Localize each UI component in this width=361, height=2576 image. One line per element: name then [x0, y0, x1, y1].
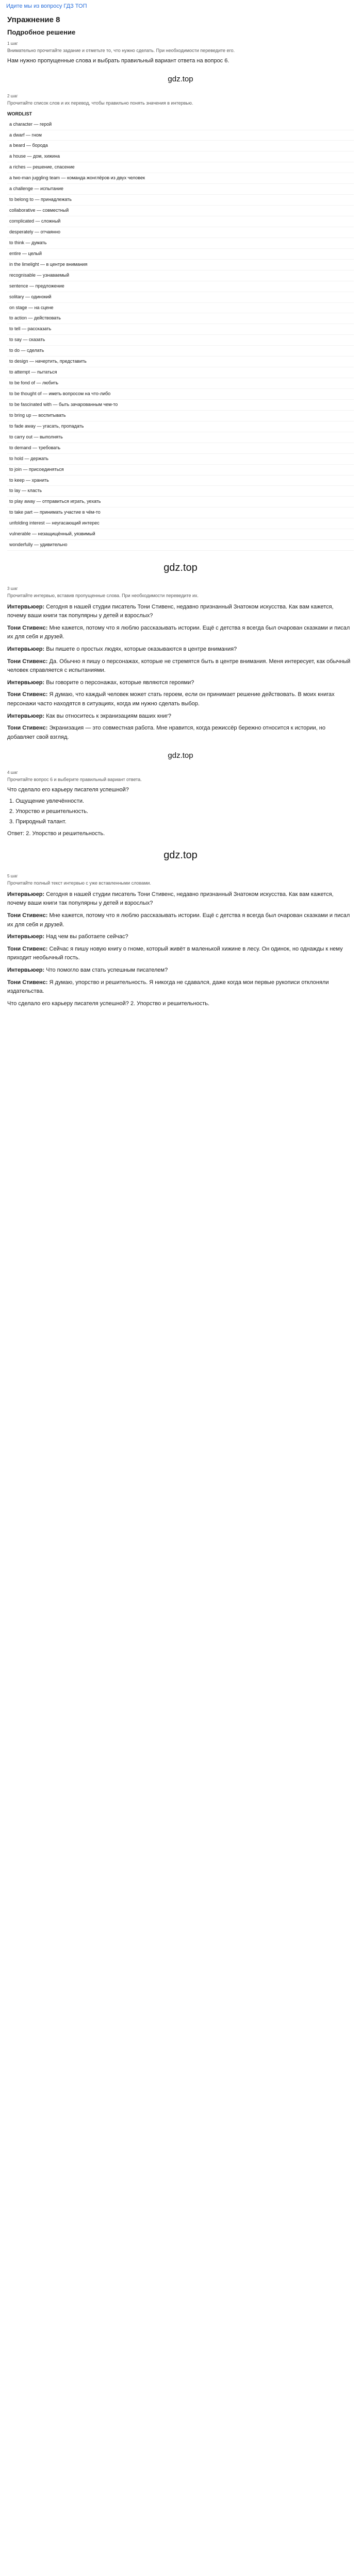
wordlist-item: to carry out — выполнять	[7, 432, 354, 443]
step-task: Прочитайте список слов и их перевод, чтобы правильно понять значения в интервью.	[7, 100, 193, 106]
wordlist-item: collaborative — совместный	[7, 206, 354, 216]
step-task: Внимательно прочитайте задание и отметьте то, что нужно сделать. При необходимости переведите его.	[7, 48, 235, 53]
wordlist-item: to bring up — воспитывать	[7, 411, 354, 421]
watermark: gdz.top	[168, 751, 193, 760]
step-label: 4 шаг	[7, 770, 18, 775]
wordlist-item: to take part — принимать участие в чём-то	[7, 507, 354, 518]
wordlist-item: to design — начертить, представить	[7, 357, 354, 367]
step-label: 1 шаг	[7, 41, 18, 46]
wordlist-item: a house — дом, хижина	[7, 151, 354, 162]
watermark: gdz.top	[163, 850, 198, 861]
interview-line	[7, 603, 354, 621]
interview-line	[7, 624, 354, 642]
wordlist-item: to hold — держать	[7, 454, 354, 465]
speech: Сегодня в нашей студии писатель Тони Стивенс, недавно признанный Знатоком искусства. Как вам кажется, почему ваши книги так популярны у детей и взрослых?	[7, 891, 334, 907]
speaker: Тони Стивенс:	[7, 912, 48, 919]
speech: Вы пишете о простых людях, которые оказываются в центре внимания?	[44, 646, 237, 652]
wordlist-item: to tell — рассказать	[7, 324, 354, 335]
wordlist-title: WORDLIST	[7, 111, 32, 116]
wordlist-item: to lay — класть	[7, 486, 354, 497]
step-task: Прочитайте полный текст интервью с уже вставленными словами.	[7, 880, 151, 886]
speaker: Тони Стивенс:	[7, 624, 48, 631]
speaker: Тони Стивенс:	[7, 658, 48, 665]
step-answer: Ответ: 2. Упорство и решительность.	[7, 830, 105, 837]
interview-line	[7, 712, 354, 721]
speech: Я думаю, что каждый человек может стать героем, если он принимает решение действовать. В моих книгах персонажи часто находятся в ситуациях, когда им нужно сделать выбор.	[7, 691, 335, 707]
wordlist-item: to be fond of — любить	[7, 378, 354, 389]
solution-page	[0, 15, 361, 1008]
option-item: 1. Ощущение увлечённости.	[9, 798, 85, 805]
speaker: Интервьюер:	[7, 603, 45, 610]
wordlist-item: to be fascinated with — быть зачарованным чем-то	[7, 400, 354, 411]
wordlist-item: to say — сказать	[7, 335, 354, 346]
interview-line	[7, 945, 354, 963]
speech: Мне кажется, потому что я люблю рассказывать истории. Ещё с детства я всегда был очарован сказками и писал их для себя и друзей.	[7, 624, 350, 640]
wordlist-item: a character — герой	[7, 120, 354, 130]
speaker: Тони Стивенс:	[7, 945, 48, 952]
step-label: 2 шаг	[7, 94, 18, 99]
interview	[7, 603, 354, 742]
speech: Да. Обычно я пишу о персонажах, которые не стремятся быть в центре внимания. Меня интересует, как обычный человек справляется с испытаниями.	[7, 658, 351, 674]
speech: Над чем вы работаете сейчас?	[44, 934, 128, 940]
step-4	[7, 770, 354, 838]
speech: Экранизация — это совместная работа. Мне нравится, когда режиссёр бережно относится к истории, но добавляет свой взгляд.	[7, 725, 325, 740]
wordlist-item: a two-man juggling team — команда жонглёров из двух человек	[7, 173, 354, 184]
option-item: 3. Природный талант.	[9, 819, 67, 825]
step-label: 5 шаг	[7, 874, 18, 879]
wordlist-item: solitary — одинокий	[7, 292, 354, 303]
speaker: Интервьюер:	[7, 967, 45, 974]
wordlist-item: in the limelight — в центре внимания	[7, 260, 354, 270]
wordlist-item: to do — сделать	[7, 346, 354, 357]
speaker: Интервьюер:	[7, 679, 45, 686]
speaker: Тони Стивенс:	[7, 979, 48, 986]
speaker: Интервьюер:	[7, 934, 45, 940]
wordlist-item: desperately — отчаянно	[7, 227, 354, 238]
speaker: Тони Стивенс:	[7, 691, 48, 698]
interview-line	[7, 657, 354, 675]
speaker: Интервьюер:	[7, 713, 45, 719]
speech: Сейчас я пишу новую книгу о гноме, который живёт в маленькой хижине в лесу. Он одинок, но однажды к нему приходит необычный гость.	[7, 945, 343, 961]
wordlist-item: to think — думать	[7, 238, 354, 249]
wordlist-item: to fade away — угасать, пропадать	[7, 421, 354, 432]
wordlist-item: to belong to — принадлежать	[7, 195, 354, 206]
interview-line	[7, 690, 354, 708]
speech: Мне кажется, потому что я люблю рассказывать истории. Ещё с детства я всегда был очарован сказками и писал их для себя и друзей.	[7, 912, 350, 928]
wordlist-item: unfolding interest — неугасающий интерес	[7, 518, 354, 529]
speaker: Тони Стивенс:	[7, 725, 48, 732]
watermark: gdz.top	[168, 75, 193, 84]
interview-line	[7, 645, 354, 654]
wordlist-item: to attempt — пытаться	[7, 367, 354, 378]
interview-full	[7, 890, 354, 996]
top-bar	[0, 0, 361, 13]
wordlist-item: a dwarf — гном	[7, 130, 354, 141]
step-answer: Нам нужно пропущенные слова и выбрать правильный вариант ответа на вопрос 6.	[7, 57, 229, 64]
option-item: 2. Упорство и решительность.	[9, 808, 89, 815]
step-5	[7, 874, 354, 1008]
options-list	[7, 796, 354, 827]
speech: Сегодня в нашей студии писатель Тони Стивенс, недавно признанный Знатоком искусства. Как вам кажется, почему ваши книги так популярны у детей и взрослых?	[7, 603, 334, 619]
speaker: Интервьюер:	[7, 891, 45, 897]
step-task: Прочитайте вопрос 6 и выберите правильный вариант ответа.	[7, 777, 142, 783]
wordlist-item: to join — присоединяться	[7, 465, 354, 476]
step-task: Прочитайте интервью, вставив пропущенные слова. При необходимости переведите их.	[7, 593, 199, 599]
wordlist-item: a riches — решение, спасение	[7, 162, 354, 173]
back-link[interactable]: Идите мы из вопросу ГДЗ ТОП	[6, 3, 87, 9]
step-label: 3 шаг	[7, 586, 18, 591]
interview-line	[7, 679, 354, 688]
interview-line	[7, 724, 354, 742]
wordlist-item: on stage — на сцене	[7, 303, 354, 314]
interview-line	[7, 978, 354, 996]
step-3	[7, 586, 354, 742]
interview-line	[7, 933, 354, 942]
speech: Что помогло вам стать успешным писателем?	[44, 967, 168, 974]
page-subtitle: Подробное решение	[7, 28, 76, 36]
wordlist-item: wonderfully — удивительно	[7, 540, 354, 551]
interview-line	[7, 890, 354, 908]
wordlist-item: a challenge — испытание	[7, 184, 354, 195]
wordlist-item: to demand — требовать	[7, 443, 354, 454]
wordlist-item: to play away — отправиться играть, уехать	[7, 497, 354, 507]
wordlist-item: vulnerable — незащищённый, уязвимый	[7, 529, 354, 540]
speech: Вы говорите о персонажах, которые являются героями?	[44, 679, 194, 686]
wordlist-item: recognisable — узнаваемый	[7, 270, 354, 281]
wordlist	[7, 120, 354, 551]
wordlist-item: to action — действовать	[7, 313, 354, 324]
step-2	[7, 94, 354, 551]
speech: Как вы относитесь к экранизациям ваших книг?	[44, 713, 171, 719]
wordlist-item: to be thought of — иметь вопросом на что-либо	[7, 389, 354, 400]
page-title: Упражнение 8	[7, 15, 60, 24]
speech: Я думаю, упорство и решительность. Я никогда не сдавался, даже когда мои первые рукописи отклоняли издательства.	[7, 979, 329, 995]
wordlist-item: complicated — сложный	[7, 216, 354, 227]
final-question: Что сделало его карьеру писателя успешной? 2. Упорство и решительность.	[7, 1000, 210, 1007]
wordlist-item: sentence — предложение	[7, 281, 354, 292]
interview-line	[7, 966, 354, 975]
interview-line	[7, 911, 354, 929]
watermark: gdz.top	[163, 562, 198, 574]
wordlist-item: a beard — борода	[7, 141, 354, 151]
wordlist-item: entire — целый	[7, 249, 354, 260]
wordlist-item: to keep — хранить	[7, 476, 354, 486]
speaker: Интервьюер:	[7, 646, 45, 652]
step-1	[7, 41, 354, 65]
question: Что сделало его карьеру писателя успешной?	[7, 786, 129, 793]
